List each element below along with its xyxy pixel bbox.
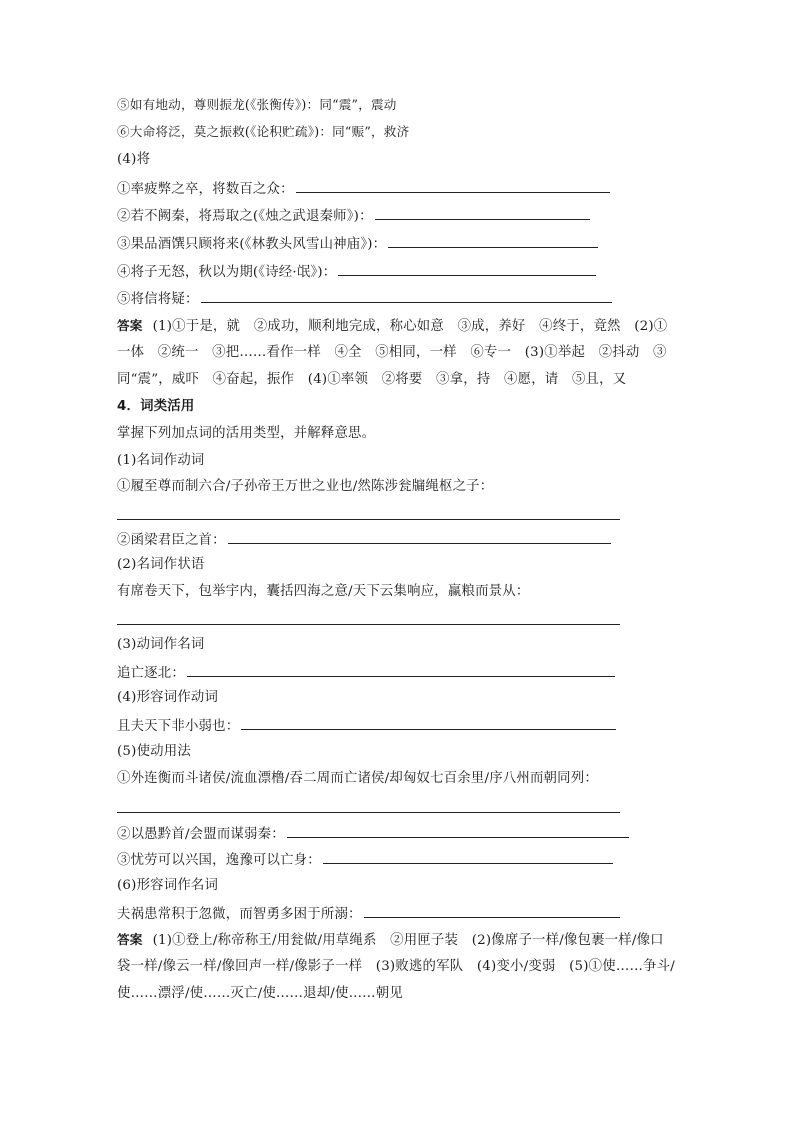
answer-2-line-b: 袋一样/像云一样/像回声一样/像影子一样 (3)败逃的军队 (4)变小/变弱 (5)①使……争斗/ — [117, 959, 675, 974]
section-4-title: 4．词类活用 — [117, 399, 195, 414]
answer-1-line-a — [117, 316, 667, 336]
subsection-6-question-1 — [117, 903, 620, 923]
subsection-3-title: (3)动词作名词 — [117, 637, 205, 652]
answer-blank-line[interactable] — [117, 812, 620, 813]
line-zhen-6: ⑥大命将泛，莫之振救(《论积贮疏》)：同“赈”，救济 — [117, 124, 410, 139]
subsection-4-title: (4)形容词作动词 — [117, 690, 219, 705]
answer-1-line-b: 一体 ②统一 ③把……看作一样 ④全 ⑤相同，一样 ⑥专一 (3)①举起 ②抖动 ③ — [117, 345, 667, 360]
answer-blank[interactable] — [388, 233, 598, 248]
question-jiang-1 — [117, 178, 610, 198]
answer-blank[interactable] — [187, 662, 615, 677]
answer-2-line-a — [117, 930, 664, 950]
answer-blank[interactable] — [296, 178, 610, 193]
question-jiang-4 — [117, 261, 596, 281]
answer-blank-line[interactable] — [117, 519, 620, 520]
answer-label: 答案 — [117, 318, 143, 333]
question-text: ①率疲弊之卒，将数百之众： — [117, 182, 294, 197]
section-4-intro: 掌握下列加点词的活用类型，并解释意思。 — [117, 426, 376, 441]
answer-blank[interactable] — [241, 715, 616, 730]
answer-1-line-c: 同“震”，威吓 ④奋起，振作 (4)①率领 ②将要 ③拿，持 ④愿，请 ⑤且，又 — [117, 372, 627, 387]
subsection-4-question-1 — [117, 715, 616, 735]
subsection-3-question-1 — [117, 662, 615, 682]
question-text: 夫祸患常积于忽微，而智勇多困于所溺： — [117, 907, 362, 922]
subsection-2-question-1: 有席卷天下，包举宇内，囊括四海之意/天下云集响应，赢粮而景从： — [117, 584, 530, 599]
heading-jiang: (4)将 — [117, 152, 151, 167]
subsection-5-title: (5)使动用法 — [117, 744, 191, 759]
subsection-1-question-1: ①履至尊而制六合/子孙帝王万世之业也/然陈涉瓮牖绳枢之子： — [117, 479, 494, 494]
answer-label: 答案 — [117, 932, 143, 947]
question-text: ⑤将信将疑： — [117, 292, 199, 307]
answer-blank[interactable] — [228, 529, 611, 544]
answer-blank[interactable] — [364, 903, 620, 918]
question-text: ③果品酒馔只顾将来(《林教头风雪山神庙》)： — [117, 237, 387, 252]
question-jiang-2 — [117, 205, 590, 225]
answer-blank-line[interactable] — [117, 624, 620, 625]
question-text: 且夫天下非小弱也： — [117, 719, 240, 734]
question-text: ②函梁君臣之首： — [117, 533, 226, 548]
line-zhen-5: ⑤如有地动，尊则振龙(《张衡传》)：同“震”，震动 — [117, 97, 397, 112]
subsection-5-question-2 — [117, 823, 629, 843]
answer-blank[interactable] — [338, 261, 596, 276]
subsection-5-question-1: ①外连衡而斗诸侯/流血漂橹/吞二周而亡诸侯/却匈奴七百余里/序八州而朝同列： — [117, 771, 598, 786]
subsection-6-title: (6)形容词作名词 — [117, 878, 219, 893]
subsection-5-question-3 — [117, 849, 613, 869]
question-jiang-5 — [117, 288, 612, 308]
subsection-2-title: (2)名词作状语 — [117, 557, 205, 572]
answer-text: (1)①于是，就 ②成功，顺利地完成，称心如意 ③成，养好 ④终于，竟然 (2)① — [152, 319, 668, 334]
question-jiang-3 — [117, 233, 598, 253]
question-text: ④将子无怒，秋以为期(《诗经·氓》)： — [117, 265, 337, 280]
subsection-1-question-2 — [117, 529, 611, 549]
answer-2-line-c: 使……漂浮/使……灭亡/使……退却/使……朝见 — [117, 986, 403, 1001]
answer-blank[interactable] — [375, 205, 590, 220]
answer-blank[interactable] — [201, 288, 612, 303]
answer-text: (1)①登上/称帝称王/用瓮做/用草绳系 ②用匣子装 (2)像席子一样/像包裹一样/像口 — [152, 933, 664, 948]
question-text: ③忧劳可以兴国，逸豫可以亡身： — [117, 853, 321, 868]
answer-blank[interactable] — [287, 823, 629, 838]
question-text: 追亡逐北： — [117, 666, 185, 681]
subsection-1-title: (1)名词作动词 — [117, 453, 205, 468]
answer-blank[interactable] — [323, 849, 613, 864]
question-text: ②若不阙秦，将焉取之(《烛之武退秦师》)： — [117, 209, 373, 224]
question-text: ②以愚黔首/会盟而谋弱秦： — [117, 827, 285, 842]
